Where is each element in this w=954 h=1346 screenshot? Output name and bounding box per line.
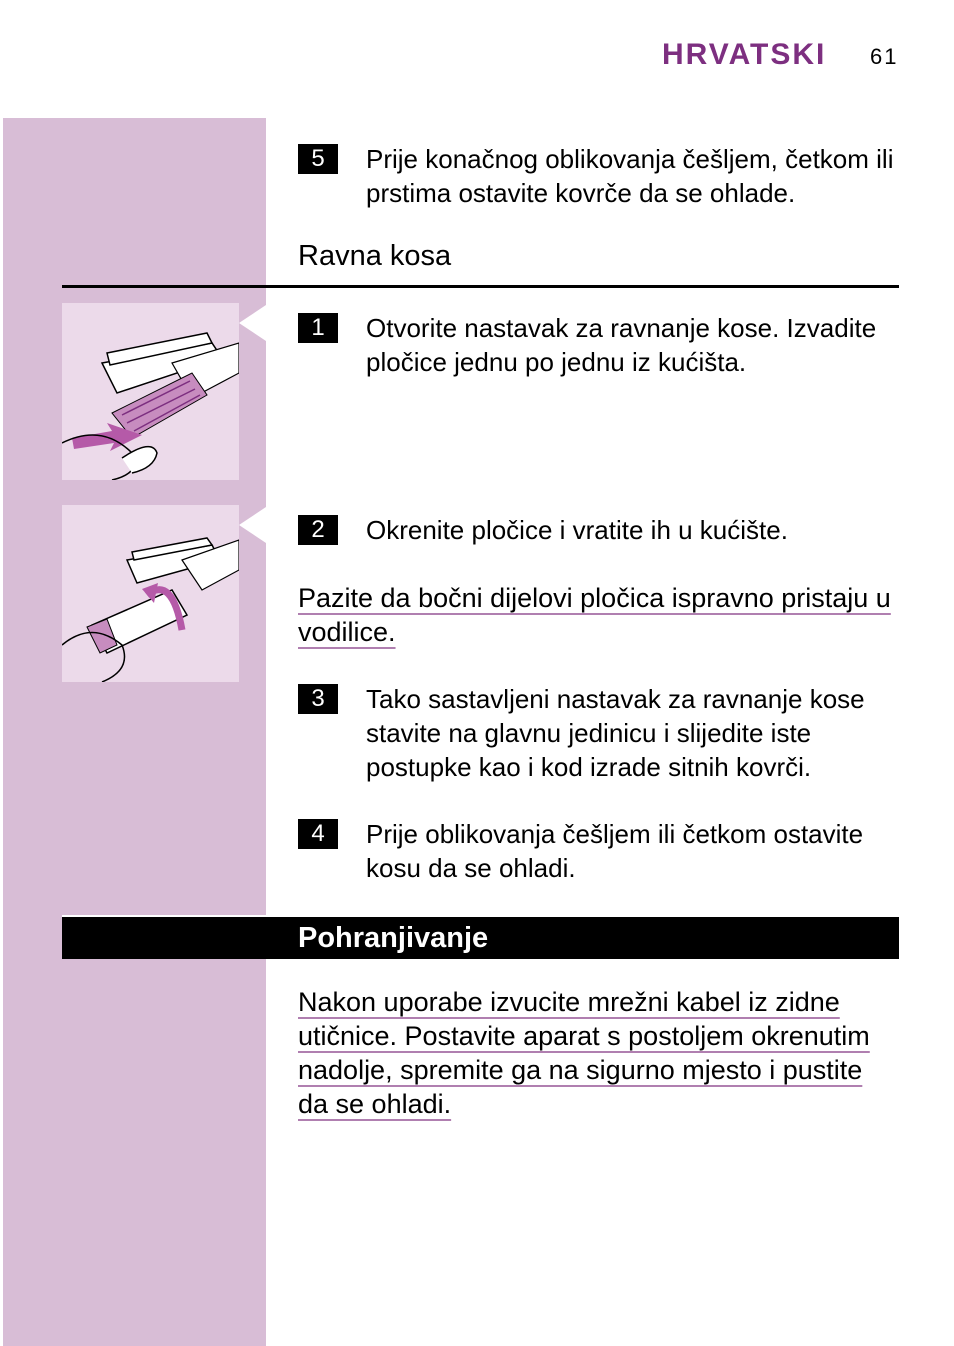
illustration-pointer-icon: [239, 303, 267, 343]
header-language: HRVATSKI: [662, 38, 827, 71]
step-number: 2: [298, 515, 338, 545]
styler-plate-turn-icon: [62, 505, 239, 682]
note-plates-fit: [298, 581, 898, 649]
note-text: Nakon uporabe izvucite mrežni kabel iz zidne utičnice. Postavite aparat s postoljem okrenutim nadolje, spremite ga na sigurno mjesto i pustite da se ohladi.: [298, 987, 870, 1119]
step-number: 1: [298, 313, 338, 343]
step-number: 5: [298, 144, 338, 174]
note-text: Pazite da bočni dijelovi pločica ispravno pristaju u vodilice.: [298, 583, 891, 647]
illustration-turn-plates: [62, 505, 239, 682]
illustration-pointer-icon: [239, 505, 267, 545]
illustration-remove-plates: [62, 303, 239, 480]
section-bar-storage: [62, 915, 899, 959]
note-storage: [298, 985, 898, 1121]
step-text: Tako sastavljeni nastavak za ravnanje kose stavite na glavnu jedinicu i slijedite iste postupke kao i kod izrade sitnih kovrči.: [366, 684, 865, 782]
step-text: Prije oblikovanja češljem ili četkom ostavite kosu da se ohladi.: [366, 819, 864, 883]
step-text: Prije konačnog oblikovanja češljem, četkom ili prstima ostavite kovrče da se ohlade.: [366, 144, 894, 208]
section-title: Pohranjivanje: [298, 922, 489, 954]
page-number: 61: [870, 44, 899, 69]
step-text: Otvorite nastavak za ravnanje kose. Izvadite pločice jednu po jednu iz kućišta.: [366, 313, 877, 377]
heading-rule: [62, 285, 899, 288]
subsection-heading: Ravna kosa: [298, 240, 452, 272]
step-text: Okrenite pločice i vratite ih u kućište.: [366, 515, 788, 545]
step-number: 3: [298, 684, 338, 714]
styler-plate-removal-icon: [62, 303, 239, 480]
step-number: 4: [298, 819, 338, 849]
